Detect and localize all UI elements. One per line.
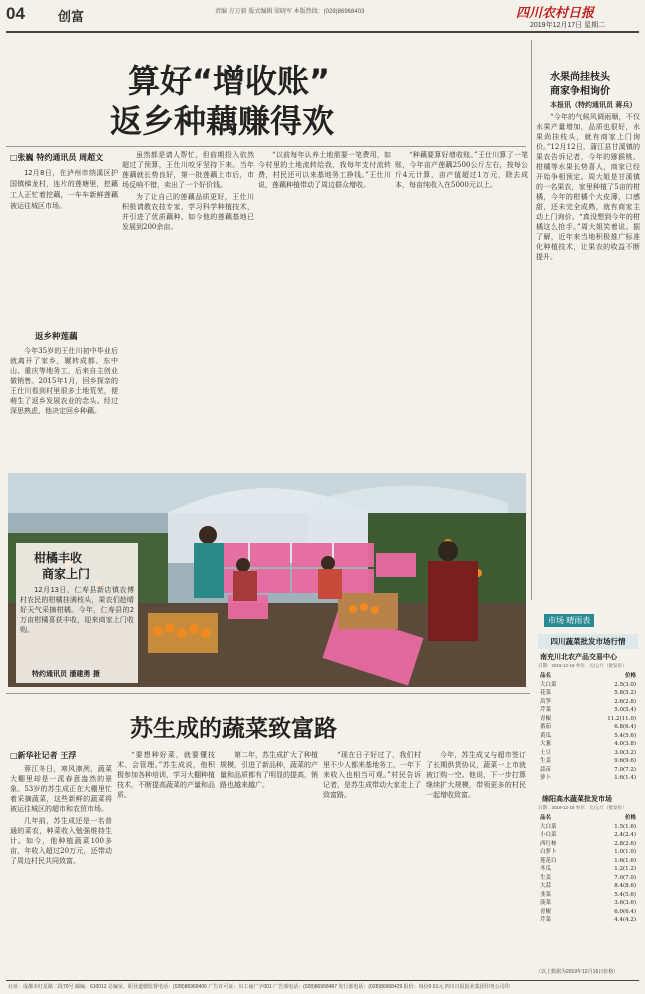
market2-meta: 日期：2019-12-16 单位：元/公斤（批发价）: [538, 805, 627, 810]
market-item-name: 莲花白: [540, 857, 557, 864]
story1-paragraph: 为了让自己的莲藕品质更好，王仕川积极请教农技专家，学习科学种植技术，并引进了优质藕种。如今他的莲藕基地已发展到200余亩。: [122, 193, 254, 231]
market-item-price: 1.0(1.0): [614, 849, 636, 855]
market-item-price: 5.4(5.6): [614, 732, 636, 739]
market-item-price: 1.2(1.2): [614, 866, 636, 872]
market-row: [540, 831, 636, 840]
market-row: [540, 774, 636, 783]
market-item-name: 韭菜: [540, 891, 552, 898]
market-row: [540, 740, 636, 749]
market-item-price: 2.8(2.6): [614, 840, 636, 847]
header-rule: [6, 31, 639, 33]
market-row: [540, 681, 636, 690]
market-item-name: 白萝卜: [540, 849, 557, 855]
market-item-name: 菠菜: [540, 900, 552, 906]
photo-credit: 特约通讯员 潘建勇 摄: [32, 669, 100, 678]
market-row: [540, 916, 636, 925]
sidebar-title-1: 水果尚挂枝头: [550, 72, 610, 83]
story1-lead: [10, 168, 118, 298]
market-row: [540, 882, 636, 891]
market-row: [540, 865, 636, 874]
caption-title-1: 柑橘丰收: [34, 551, 83, 565]
caption-paragraph: 12月13日，仁寿县新店镇农博村农民的柑橘挂满枝头，果农们趁晴好天气采摘柑橘。今年，仁寿县的2万亩柑橘喜获丰收，迎来商家上门收购。: [20, 586, 134, 634]
story1-paragraph: “种藕要算好增收账。”王仕川算了一笔账，今年亩产莲藕2500公斤左右，按每公斤4元计算，亩产值超过1万元，除去成本，每亩纯收入在5000元以上。: [395, 151, 528, 189]
story2-column-3: [220, 750, 318, 980]
story2-byline: □新华社记者 王浮: [10, 750, 77, 760]
story1-byline: □张巍 特约通讯员 周超文: [10, 152, 104, 162]
sidebar-body: [536, 100, 640, 590]
story2-column-5: [426, 750, 526, 980]
market-item-price: 2.5(3.0): [614, 681, 636, 688]
story2-paragraph: 几年前，苏生成还是一名普通的菜农，种菜收入勉强维持生计。如今，他种植蔬菜100多亩，年收入超过20万元，还带动了周边村民共同致富。: [10, 817, 112, 865]
market-item-price: 5.4(5.6): [614, 891, 636, 898]
market-item-price: 5.0(5.4): [614, 707, 636, 713]
col-divider: [531, 40, 532, 600]
market2-title: 绵阳高水蔬菜批发市场: [542, 794, 612, 803]
market1-meta: 日期：2019-12-16 单位：元/公斤（批发价）: [538, 663, 627, 668]
market-row: [540, 672, 636, 681]
market-item-name: 大蒜: [540, 883, 552, 889]
market-item-name: 花菜: [540, 690, 552, 696]
footer-rule: [6, 980, 639, 981]
sidebar-title-2: 商家争相询价: [550, 86, 610, 97]
headline-line2: 返乡种藕赚得欢: [110, 102, 335, 140]
market-item-price: 8.4(8.6): [614, 883, 636, 889]
market-item-name: 青椒: [540, 908, 552, 915]
market-item-name: 芹菜: [540, 707, 552, 713]
market-item-name: 青椒: [540, 715, 552, 722]
market-item-price: 7.0(7.2): [614, 766, 636, 773]
market-row: [540, 840, 636, 849]
market-row: [540, 732, 636, 741]
market-item-price: 2.4(2.4): [614, 832, 636, 838]
market-row: [540, 749, 636, 758]
market-item-name: 萝卜: [540, 775, 552, 781]
issue-date: 2019年12月17日 星期二: [530, 22, 606, 29]
story1-column-4: [395, 150, 528, 466]
story2-headline: 苏生成的蔬菜致富路: [130, 716, 337, 742]
story2-rule: [6, 693, 530, 694]
market-item-name: 小白菜: [540, 832, 557, 838]
market-title: 四川蔬菜批发市场行情: [538, 634, 638, 649]
section-name: 创富: [58, 10, 85, 25]
story1-paragraph: 虽然都是请人帮忙，但前期投入依然超过了预算，王仕川咬牙坚持下来。当年莲藕就长势良好，第一批莲藕上市后，市场反响不错，卖出了一个好价钱。: [122, 151, 254, 189]
market-item-price: 4.0(3.8): [614, 741, 636, 747]
story1-column-1: [10, 346, 118, 466]
market-row: [540, 848, 636, 857]
market-item-price: 1.6(1.6): [614, 857, 636, 864]
market-row: [540, 723, 636, 732]
lead-paragraph: 12月8日，在泸州市纳溪区护国镇梯龙村，连片的莲塘里，挖藕工人正忙着挖藕，一车车新鲜莲藕被运往城区市场。: [10, 169, 118, 210]
market-item-name: 品名: [540, 673, 552, 679]
page-number: 04: [6, 4, 25, 23]
editors-line: 责编 方万毅 版式编辑 梁晓军 本版热线：(028)86968403: [215, 9, 365, 15]
story1-paragraph: “以前每年认养土地需要一笔费用，如今村里的土地流转给我，我每年支付流转费，村民还可以来基地务工挣钱。”王仕川说，莲藕种植带动了周边群众增收。: [258, 151, 391, 189]
story2-paragraph: “要想种好菜，就要懂技术、会管理。”苏生成说，他积极参加各种培训，学习大棚种植技术，不断提高蔬菜的产量和品质。: [117, 751, 215, 799]
story2-paragraph: 今年，苏生成又与超市签订了长期供货协议，蔬菜一上市就被订购一空。他说，下一步打算继续扩大规模，带领更多的村民一起增收致富。: [426, 751, 526, 799]
headline-line1: 算好“增收账”: [128, 62, 331, 100]
market2-table: [540, 814, 636, 925]
market-row: [540, 823, 636, 832]
market-row: [540, 689, 636, 698]
market-item-price: 11.2(11.0): [607, 715, 636, 722]
caption-title-2: 商家上门: [42, 567, 91, 581]
market-item-price: 6.8(6.4): [614, 724, 636, 730]
story2-paragraph: 蓉江冬日，寒风凛冽，蔬菜大棚里却是一派春意盎然的景象。53岁的苏生成正在大棚里忙着采摘蔬菜，这些新鲜的蔬菜将被运往城区的超市和农贸市场。: [10, 765, 112, 813]
sidebar-byline: 本报讯（特约通讯员 蒋兵）: [550, 100, 637, 109]
market1-table: [540, 672, 636, 783]
story2-column-2: [117, 750, 215, 980]
market-item-name: 莴笋: [540, 698, 552, 705]
market-item-price: 6.0(6.4): [614, 908, 636, 915]
story1-column-3: [258, 150, 391, 466]
market-item-price: 7.0(7.0): [614, 874, 636, 881]
market-row: [540, 698, 636, 707]
market-item-name: 蒜苗: [540, 766, 552, 773]
market-row: [540, 899, 636, 908]
market-item-name: 番茄: [540, 724, 552, 730]
market-row: [540, 757, 636, 766]
market-item-price: 2.6(2.8): [614, 698, 636, 705]
market-item-price: 4.4(4.2): [614, 917, 636, 923]
market-item-price: 1.5(1.6): [614, 823, 636, 830]
story2-paragraph: 第二年，苏生成扩大了种植规模，引进了新品种，蔬菜的产量和品质都有了明显的提高，销路也越来越广。: [220, 751, 318, 789]
sidebar-paragraph: “今年的气候风调雨顺，不仅水果产量增加，品质也很好，水果尚挂枝头，就有商家上门询价。”12月12日，蒲江县甘溪镇的果农告诉记者，今年的猕猴桃、柑橘等水果长势喜人，商家已经开始争相预定。周大姐是甘溪镇的一名果农，家里种植了5亩的柑橘，今年的柑橘个大皮薄，口感甜，还未完全成熟，就有商家主动上门询价。“真没想到今年的柑橘这么抢手。”周大姐笑着说。据了解，近年来当地积极推广标准化种植技术，让果农的收益不断提升。: [536, 113, 640, 261]
market-item-name: 西红柿: [540, 840, 557, 847]
story2-column-1: [10, 764, 112, 980]
market-item-name: 生姜: [540, 758, 552, 764]
caption-text: [20, 585, 134, 665]
market-item-price: 价格: [624, 815, 636, 821]
market-item-name: 大葱: [540, 741, 552, 747]
market-item-name: 土豆: [540, 749, 552, 756]
story1-paragraph: 今年35岁的王仕川初中毕业后就离开了家乡，辗转成都、东中山、重庆等地务工，后来自主创业做销售。2015年1月，回乡探亲的王仕川看到村里很多土地荒芜，便萌生了返乡发展农业的念头。经过深思熟虑，他决定回乡种藕。: [10, 347, 118, 415]
market-header: [536, 612, 640, 628]
story1-subhead: 返乡种莲藕: [35, 332, 78, 342]
market-item-name: 大白菜: [540, 823, 557, 830]
market-item-price: 3.6(3.6): [614, 900, 636, 906]
market-item-price: 5.8(5.2): [614, 690, 636, 696]
market-item-price: 9.6(9.6): [614, 758, 636, 764]
market-footnote: （以上数据为2019年12月16日价格）: [536, 969, 619, 975]
market-row: [540, 766, 636, 775]
market-item-price: 1.6(1.4): [614, 775, 636, 781]
market-item-price: 价格: [624, 673, 636, 679]
market-tag: 市场 晴雨表: [544, 614, 594, 627]
market1-title: 南充川北农产品交易中心: [540, 652, 617, 661]
market-row: [540, 857, 636, 866]
masthead-logo: 四川农村日报: [516, 6, 595, 21]
footer-info: 社址：成都市红星路二段70号 邮编：610012 总编室、职业道德监督电话：(028)86968406 广告许可证：川工商广字001 广告部电话：(028)86968487 发行部电话：(028)86968429 报价：每份0.51元 四川日报报业集团印务公司印: [8, 984, 510, 990]
market-row: [540, 814, 636, 823]
story2-column-4: [323, 750, 421, 980]
market-item-name: 黄瓜: [540, 732, 552, 739]
market-row: [540, 874, 636, 883]
headline-rule: [6, 146, 526, 147]
market-item-name: 生姜: [540, 874, 552, 881]
market-item-name: 芹菜: [540, 917, 552, 923]
market-item-name: 品名: [540, 815, 552, 821]
market-row: [540, 908, 636, 917]
story2-paragraph: “现在日子好过了，我们村里不少人都来基地务工，一年下来收入也相当可观。”村民告诉记者，是苏生成带动大家走上了致富路。: [323, 751, 421, 799]
market-item-name: 大白菜: [540, 681, 557, 688]
market-row: [540, 891, 636, 900]
caption-box: [16, 543, 138, 683]
market-item-name: 冬瓜: [540, 866, 552, 872]
story1-column-2: [122, 150, 254, 466]
market-row: [540, 715, 636, 724]
market-row: [540, 706, 636, 715]
market-item-price: 3.0(3.2): [614, 749, 636, 756]
